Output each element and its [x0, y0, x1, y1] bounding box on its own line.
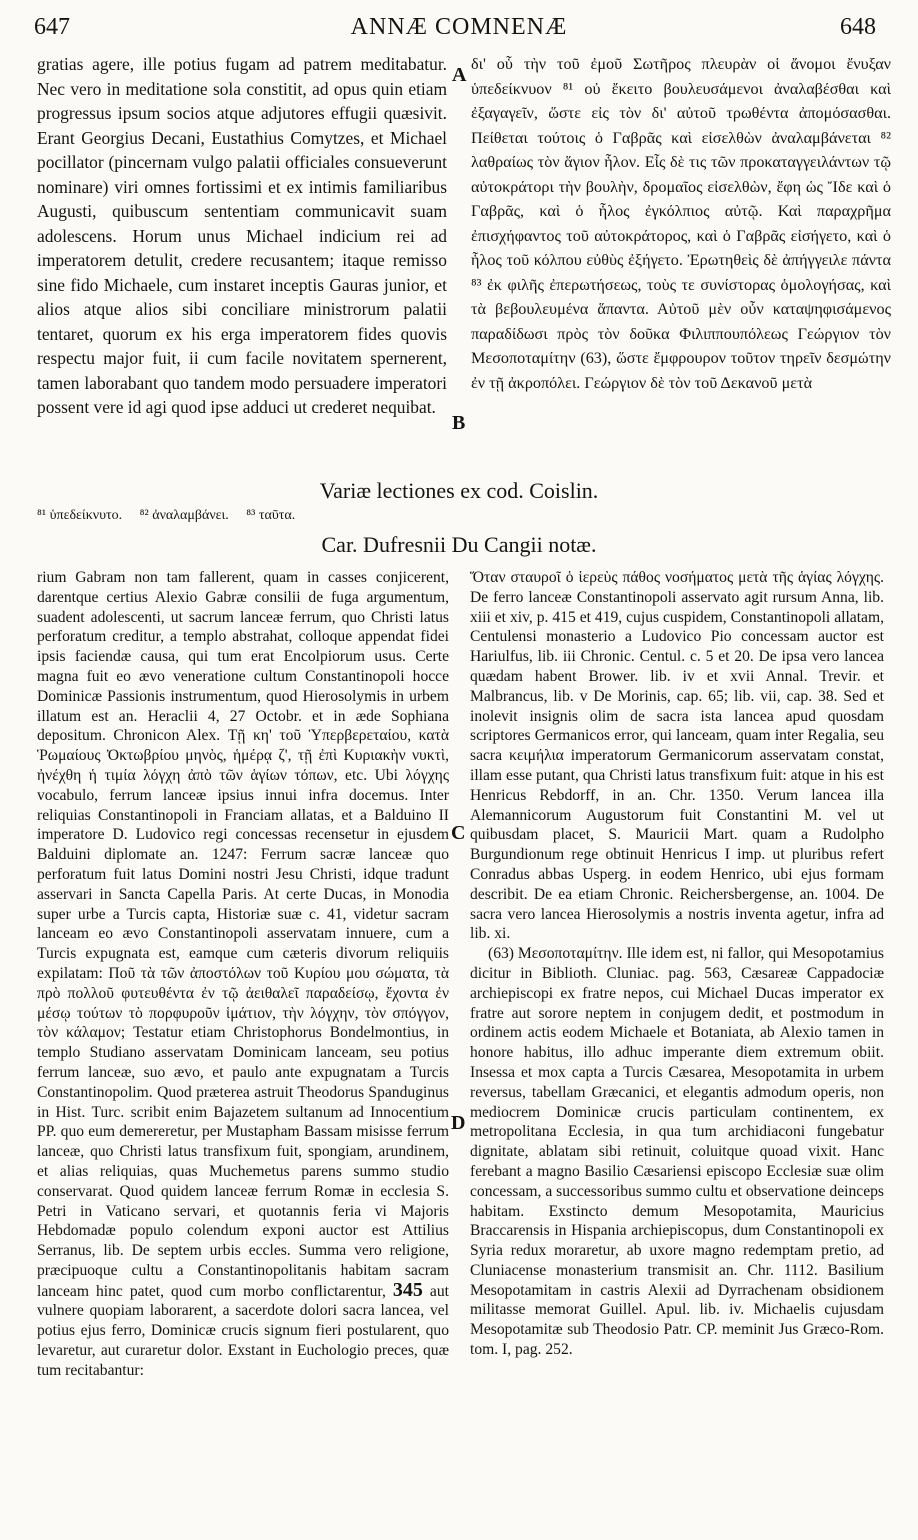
running-header	[14, 6, 904, 46]
margin-letter-c: C	[451, 822, 466, 844]
running-title: ANNÆ COMNENÆ	[350, 14, 568, 40]
notes-right-text: Ὅταν σταυροῖ ὁ ἱερεὺς πάθος νοσήματος μετὰ τῆς ἁγίας λόγχης. De ferro lanceæ Constantinopoli asservato agit rursum Anna, lib. xiii et xiv, p. 415 et 419, cujus cuspidem, Constantinopoli allatam, Centulensi monasterio a Ludovico Pio concessam auctor est Hariulfus, lib. iii Chronic. Centul. c. 5 et 20. De ipsa vero lancea quædam habent Brower. lib. iv et xvii Annal. Trevir. et Malbrancus, lib. v De Morinis, cap. 65; lib. vii, cap. 38. Sed et inolevit insignis olim de sacra ista lancea apud quosdam scriptores Germanicos error, qui lanceam, quam inter Regalia, seu sacra κειμήλια imperatorum Germanicorum asservatam constat, illam esse putant, qua Christi latus transfixum fuit: atque in his est Henricus Rebdorff, in an. Chr. 1350. Verum lancea illa Alemannicorum Augustorum fuit Constantini M. vel ut quibusdam placet, S. Mauricii Mart. quam a Rudolpho Burgundionum rege obtinuit Henricus I imp. ut pluribus refert Conradus abbas Usperg. in eodem Henrico, ubi ejus formam describit. De ea etiam Chronic. Reichersbergense, an. 1004. De sacra vero lancea Hierosolymis a nostris inventa agetur, infra ad lib. xi.	[470, 569, 884, 943]
notes-right-column	[470, 568, 884, 1360]
margin-letter-a: A	[452, 64, 467, 86]
note-63-text: (63) Μεσοποταμίτην. Ille idem est, ni fallor, qui Mesopotamius dicitur in Biblioth. Cluniac. pag. 563, Cæsareæ Cappadociæ archiepiscopi ex fratre nepos, cui Michael Ducas imperator ex fratre aut sorore neptem in conjugem dedit, et postmodum in ordinem actis eodem Michaele et Botaniata, ab Alexio tamen in honore habitus, illo adhuc imperante diem extremum obiit. Insessa et mox capta a Turcis Cæsarea, Mesopotamita in urbem reversus, tabellam Græcanici, et elegantis admodum operis, non mediocrem Dominicæ crucis particulam continentem, ex metropolitana Ecclesia, in qua tum archidiaconi fungebatur dignitate, ablatam sibi retinuit, coluitque quoad vixit. Hanc ferebant a magno Basilio Cæsariensi episcopo Ecclesiæ suæ olim concessam, a successoribus summo cultu et observatione deinceps habitam. Exstincto demum Mesopotamita, Mauricius Braccarensis in Hispania archiepiscopus, dum Constantinopoli ex Syria redux moraretur, ab uxore magno redemptam pretio, ad Cluniacense monasterium transmisit an. Chr. 1112. Basilium Mesopotamitam in castris Alexii ad Dyrrachenam obsidionem militasse memorat Guillel. Apul. lib. iv. Michaelis cujusdam Mesopotamitæ sub Theodosio Patr. CP. meminit Jus Græco-Rom. tom. I, pag. 252.	[470, 945, 884, 1359]
greek-text-column	[471, 52, 891, 395]
margin-letter-d: D	[451, 1112, 466, 1134]
latin-text: gratias agere, ille potius fugam ad patrem meditabatur. Nec vero in meditatione sola constitit, ad opus quin etiam progressus ipsum socios atque adjutores effugii quæsivit. Erant Georgius Decani, Eustathius Comytzes, et Michael pocillator (pincernam vulgo palatii officiales consueverunt nominare) viri omnes fortissimi et ex intimis familiaribus Augusti, quibuscum sententiam communicavit suam adolescens. Horum unus Michael indicium rei ad imperatorem detulit, credere recusantem; itaque remisso sine fido Michaele, cum instaret inceptis Gauras junior, et alios atque alios sibi conciliare ministrorum palatii tentaret, quorum ex his erga imperatorem fides quovis respectu major fuit, ii cum facile novitatem spernerent, tamen laborabant quo tandem modo persuadere imperatori possent vere id agi quod ipse adduci ut crederet nequibat.	[37, 54, 447, 417]
page-marker: 345	[392, 1278, 423, 1301]
greek-text: δι' οὗ τὴν τοῦ ἐμοῦ Σωτῆρος πλευρὰν οἱ ἄνομοι ἔνυξαν ὑπεδείκνυον ⁸¹ οὐ ἔκειτο βουλευσάμενοι ἀναλαβέσθαι καὶ ἐξαγαγεῖν, ὥστε εἰς τὸν δι' αὐτοῦ τρωθέντα ἀπομόσασθαι. Πείθεται τούτοις ὁ Γαβρᾶς καὶ εἰσελθὼν ἀναλαμβάνεται ⁸² λαθραίως τὸν ἅγιον ἧλον. Εἷς δὲ τις τῶν προκαταγγειλάντων τῷ αὐτοκράτορι τὴν βουλὴν, δρομαῖος εἰσελθὼν, ἔφη ὡς Ἴδε καὶ ὁ Γαβρᾶς, καὶ ὁ ἧλος ἐγκόλπιος αὐτῷ. Καὶ παραχρῆμα ἐπισχήφαντος τοῦ αὐτοκράτορος, καὶ ὁ Γαβρᾶς εἰσήγετο, καὶ ὁ ἧλος τοῦ κόλπου εὐθὺς ἐξήγετο. Ἐρωτηθεὶς δὲ ἀπήγγειλε πάντα ⁸³ ἐκ φιλῆς ἐπερωτήσεως, τοὺς τε συνίστορας ὁμολογήσας, καὶ τὰ βεβουλευμένα ἅπαντα. Αὐτοῦ μὲν οὖν καταψηφισάμενος παραδίδωσι πρὸς τὸν δοῦκα Φιλιππουπόλεως Γεώργιον τὸν Μεσοποταμίτην (63), ὥστε ἔμφρουρον τοῦτον τηρεῖν δεσμώτην ἐν τῇ ἀκροπόλει. Γεώργιον δὲ τὸν τοῦ Δεκανοῦ μετὰ	[471, 55, 891, 392]
variae-lectiones-heading: Variæ lectiones ex cod. Coislin.	[319, 478, 599, 503]
margin-letter-b: B	[452, 412, 466, 434]
notes-heading: Car. Dufresnii Du Cangii notæ.	[321, 532, 597, 557]
variant-81: ⁸¹ ὑπεδείκνυτο.	[37, 508, 123, 523]
variant-readings	[37, 508, 877, 524]
latin-translation-column	[37, 52, 447, 420]
variant-82: ⁸² ἀναλαμβάνει.	[139, 508, 229, 523]
page-number-right: 648	[840, 14, 876, 40]
notes-left-text: rium Gabram non tam fallerent, quam in casses conjicerent, darentque certius Alexio Gabræ consilii de fuga argumentum, suadent adolescenti, ut sacrum lanceæ ferrum, quo Christi latus perforatum creditur, a templo abstrahat, colloque appendat fidei ipsis faciendæ causa, qui tum erat Encolpiorum usus. Certe magna fuit eo ævo veneratione cultum Constantinopoli hocce Dominicæ Passionis instrumentum, quod Hierosolymis in urbem illatum est an. Heraclii 4, 27 Octobr. et in æde Sophiana depositum. Chronicon Alex. Τῇ κη' τοῦ Ὑπερβερεταίου, κατὰ Ῥωμαίους Ὀκτωβρίου μηνὸς, ἡμέρᾳ ζ', τῇ ἐπὶ Κυριακὴν νυκτὶ, ἠνέχθη ἡ τιμία λόγχη ἀπὸ τῶν ἁγίων τόπων, etc. Ubi λόγχης vocabulo, ferrum lanceæ ipsius innui infra docemus. Inter reliquias Constantinopoli in Franciam allatas, et a Balduino II imperatore D. Ludovico regi concessas recensetur in ejusdem Balduini diplomate an. 1247: Ferrum sacræ lanceæ quo perforatum fuit latus Domini nostri Jesu Christi, idque tradunt asservari in Sancta Capella Paris. At certe Ducas, in Monodia super urbe a Turcis capta, Historiæ suæ c. 41, videtur sacram lanceam eo ævo Constantinopoli asservatam innuere, cum a Turcis expugnata est, eamque cum cæteris divorum reliquiis expilatam: Ποῦ τὰ τῶν ἀποστόλων τοῦ Κυρίου μου σώματα, τὰ πρὸ πολλοῦ φυτευθέντα ἐν τῷ ἀειθαλεῖ παραδείσῳ, ἔχοντα ἐν μέσῳ τούτων τὸ πορφυροῦν ἱμάτιον, τὴν λόγχην, τὸν σπόγγον, τὸν κάλαμον; Testatur etiam Christophorus Bondelmontius, in templo Studiano asservatam Dominicam lanceam, seu potius ferrum lanceæ, suo ævo, et paulo ante expugnatam a Turcis Constantinopolim. Quod præterea astruit Theodorus Spanduginus in Hist. Turc. scribit enim Bajazetem sultanum ad Innocentium PP. quo eum demereretur, per Mustapham Bassam misisse ferrum lanceæ, quo Christi latus transfixum fuit, spongiam, arundinem, et alias reliquias, quas Muchemetus parens summo studio conservarat. Quod quidem lanceæ ferrum Romæ in ecclesia S. Petri in Vaticano servari, et quotannis feria vi Majoris Hebdomadæ populo colendum exponi auctor est Attilius Serranus, lib. De septem urbis eccles. Summa vero religione, præcipuoque cultu a Constantinopolitanis habitam sacram lanceam hinc patet, quod cum morbo conflictarentur,	[37, 569, 449, 1300]
notes-left-text-end: aut vulnere quopiam laborarent, a sacerdote dolori sacra lancea, vel potius ejus ferro, Dominicæ crucis signum fieri postularent, quo levaretur, aut curaretur dolor. Exstant in Euchologio preces, quæ tum recitabantur:	[37, 1282, 449, 1379]
page-number-left: 647	[34, 14, 70, 40]
variant-83: ⁸³ ταῦτα.	[246, 508, 296, 523]
notes-left-column	[37, 568, 449, 1381]
